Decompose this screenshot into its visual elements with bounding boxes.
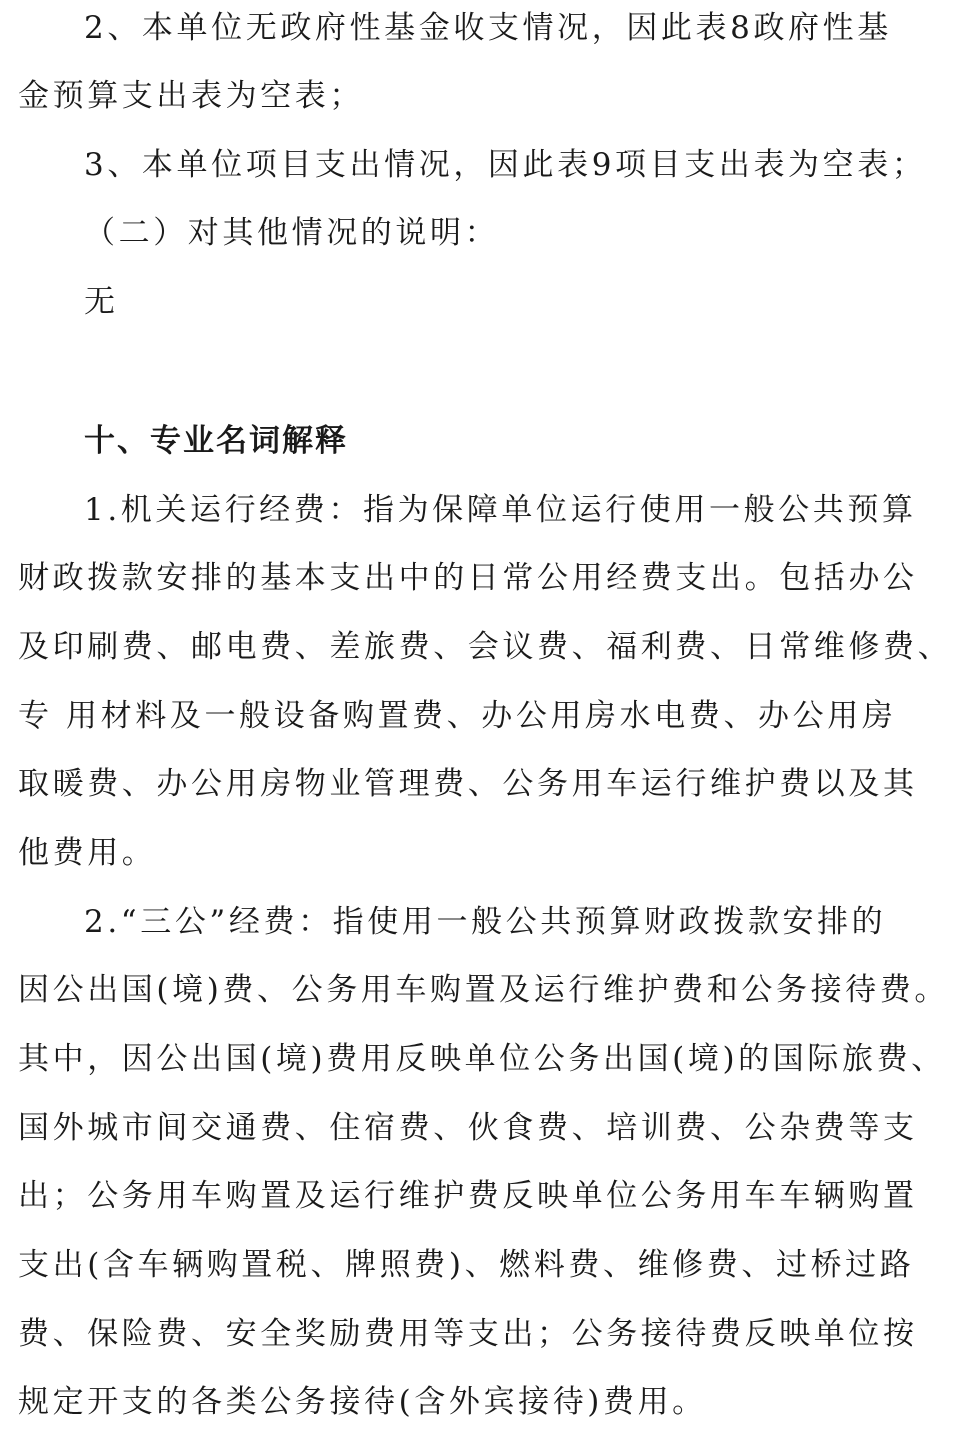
term2-line4: 国外城市间交通费、住宿费、伙食费、培训费、公杂费等支 [18, 1110, 918, 1146]
other-info-value: 无 [84, 284, 119, 320]
term2-line1: 2.“三公”经费：指使用一般公共预算财政拨款安排的 [84, 904, 887, 940]
other-info-heading: （二）对其他情况的说明： [84, 215, 500, 251]
term2-line5: 出；公务用车购置及运行维护费反映单位公务用车车辆购置 [18, 1178, 918, 1214]
term2-line7: 费、保险费、安全奖励费用等支出；公务接待费反映单位按 [18, 1316, 918, 1352]
section-heading-terms: 十、专业名词解释 [84, 423, 348, 459]
term1-line1: 1.机关运行经费：指为保障单位运行使用一般公共预算 [84, 492, 917, 528]
term1-line6: 他费用。 [18, 835, 157, 871]
term1-line3: 及印刷费、邮电费、差旅费、会议费、福利费、日常维修费、 [18, 629, 953, 665]
term1-line4: 专 用材料及一般设备购置费、办公用房水电费、办公用房 [18, 698, 897, 734]
item2-line1: 2、本单位无政府性基金收支情况，因此表8政府性基 [84, 10, 892, 46]
term2-line2: 因公出国(境)费、公务用车购置及运行维护费和公务接待费。 [18, 972, 949, 1008]
item2-line2: 金预算支出表为空表； [18, 78, 364, 114]
item3-text: 3、本单位项目支出情况，因此表9项目支出表为空表； [84, 147, 927, 183]
term2-line3: 其中，因公出国(境)费用反映单位公务出国(境)的国际旅费、 [18, 1041, 946, 1077]
term2-line6: 支出(含车辆购置税、牌照费)、燃料费、维修费、过桥过路 [18, 1247, 915, 1283]
term1-line5: 取暖费、办公用房物业管理费、公务用车运行维护费以及其 [18, 766, 918, 802]
term2-line8: 规定开支的各类公务接待(含外宾接待)费用。 [18, 1384, 707, 1420]
term1-line2: 财政拨款安排的基本支出中的日常公用经费支出。包括办公 [18, 560, 918, 596]
